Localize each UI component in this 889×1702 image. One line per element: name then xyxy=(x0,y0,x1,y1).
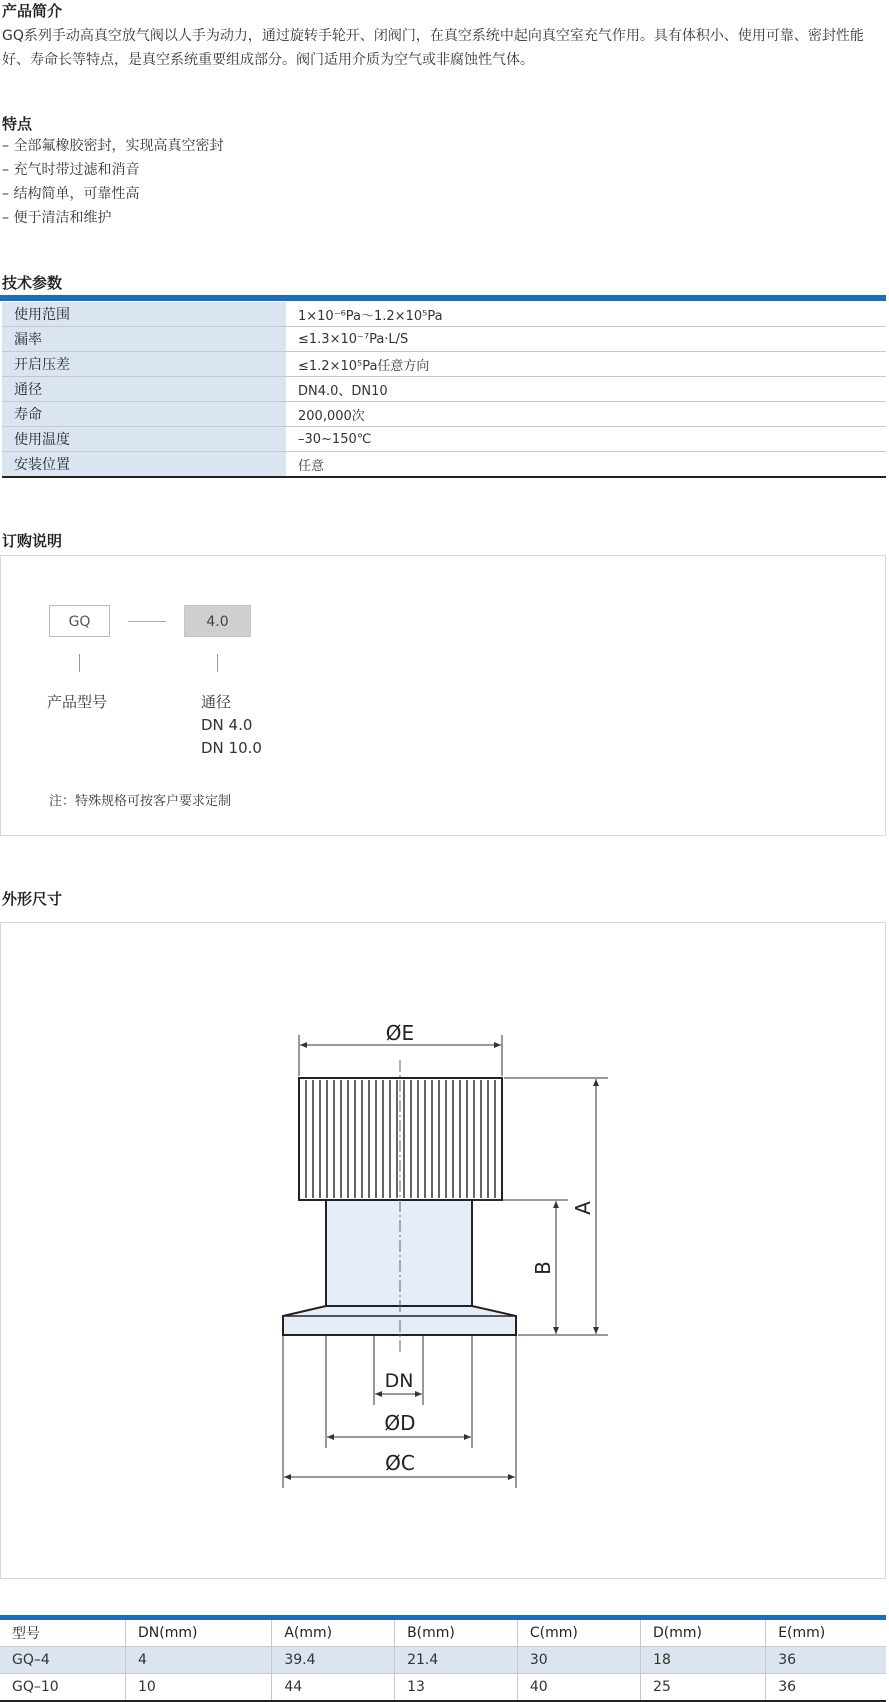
diameter-option: DN 4.0 xyxy=(201,716,253,734)
table-cell: 25 xyxy=(641,1674,766,1702)
label-d: ØD xyxy=(384,1411,416,1435)
diameter-code-box: 4.0 xyxy=(184,605,251,637)
spec-value: DN4.0、DN10 xyxy=(286,377,886,402)
spec-value: –30~150℃ xyxy=(286,427,886,452)
table-cell: 36 xyxy=(766,1647,886,1674)
label-a: A xyxy=(571,1201,595,1215)
spec-key: 开启压差 xyxy=(2,352,286,377)
dimensions-table xyxy=(0,1615,886,1702)
table-cell: 4 xyxy=(126,1647,272,1674)
table-cell: 44 xyxy=(272,1674,395,1702)
table-cell: 18 xyxy=(641,1647,766,1674)
valve-body xyxy=(326,1200,472,1306)
diameter-label-title: 通径 xyxy=(201,693,232,711)
dimensions-title: 外形尺寸 xyxy=(2,890,63,908)
table-cell: 40 xyxy=(517,1674,640,1702)
spec-key: 使用温度 xyxy=(2,427,286,452)
column-header: A(mm) xyxy=(272,1618,395,1647)
spec-key: 通径 xyxy=(2,377,286,402)
spec-value: ≤1.3×10⁻⁷Pa·L/S xyxy=(286,327,886,352)
diameter-option: DN 10.0 xyxy=(201,739,262,757)
feature-item: – 结构简单，可靠性高 xyxy=(2,186,140,202)
feature-item: – 便于清洁和维护 xyxy=(2,210,112,226)
ordering-title: 订购说明 xyxy=(2,532,63,550)
label-c: ØC xyxy=(385,1451,415,1475)
column-header: D(mm) xyxy=(641,1618,766,1647)
spec-key: 寿命 xyxy=(2,402,286,427)
spec-key: 使用范围 xyxy=(2,302,286,327)
feature-item: – 充气时带过滤和消音 xyxy=(2,162,140,178)
table-cell: 21.4 xyxy=(395,1647,518,1674)
table-cell: GQ–10 xyxy=(0,1674,126,1702)
features-title: 特点 xyxy=(2,115,33,133)
table-cell: 13 xyxy=(395,1674,518,1702)
ordering-note: 注：特殊规格可按客户要求定制 xyxy=(49,794,232,809)
intro-text: GQ系列手动高真空放气阀以人手为动力，通过旋转手轮开、闭阀门，在真空系统中起向真空室充气作用。具有体积小、使用可靠、密封性能好、寿命长等特点，是真空系统重要组成部分。阀门适用介质为空气或非腐蚀性气体。 xyxy=(2,28,864,68)
table-cell: 39.4 xyxy=(272,1647,395,1674)
spec-value: 1×10⁻⁶Pa～1.2×10⁵Pa xyxy=(286,302,886,327)
label-b: B xyxy=(531,1261,555,1275)
intro-title: 产品简介 xyxy=(2,2,63,20)
column-header: C(mm) xyxy=(517,1618,640,1647)
column-header: DN(mm) xyxy=(126,1618,272,1647)
feature-item: – 全部氟橡胶密封，实现高真空密封 xyxy=(2,138,224,154)
spec-value: ≤1.2×10⁵Pa任意方向 xyxy=(286,352,886,377)
spec-key: 漏率 xyxy=(2,327,286,352)
table-header-row xyxy=(0,1618,886,1647)
specs-title: 技术参数 xyxy=(2,274,63,292)
spec-value: 200,000次 xyxy=(286,402,886,427)
column-header: E(mm) xyxy=(766,1618,886,1647)
model-label: 产品型号 xyxy=(47,693,108,711)
column-header: 型号 xyxy=(0,1618,126,1647)
label-e: ØE xyxy=(385,1021,415,1045)
table-cell: GQ–4 xyxy=(0,1647,126,1674)
table-row xyxy=(0,1647,886,1674)
model-code-box: GQ xyxy=(49,605,110,637)
column-header: B(mm) xyxy=(395,1618,518,1647)
label-dn: DN xyxy=(384,1370,414,1392)
table-cell: 30 xyxy=(517,1647,640,1674)
table-cell: 10 xyxy=(126,1674,272,1702)
table-cell: 36 xyxy=(766,1674,886,1702)
spec-key: 安装位置 xyxy=(2,452,286,478)
spec-value: 任意 xyxy=(286,452,886,478)
